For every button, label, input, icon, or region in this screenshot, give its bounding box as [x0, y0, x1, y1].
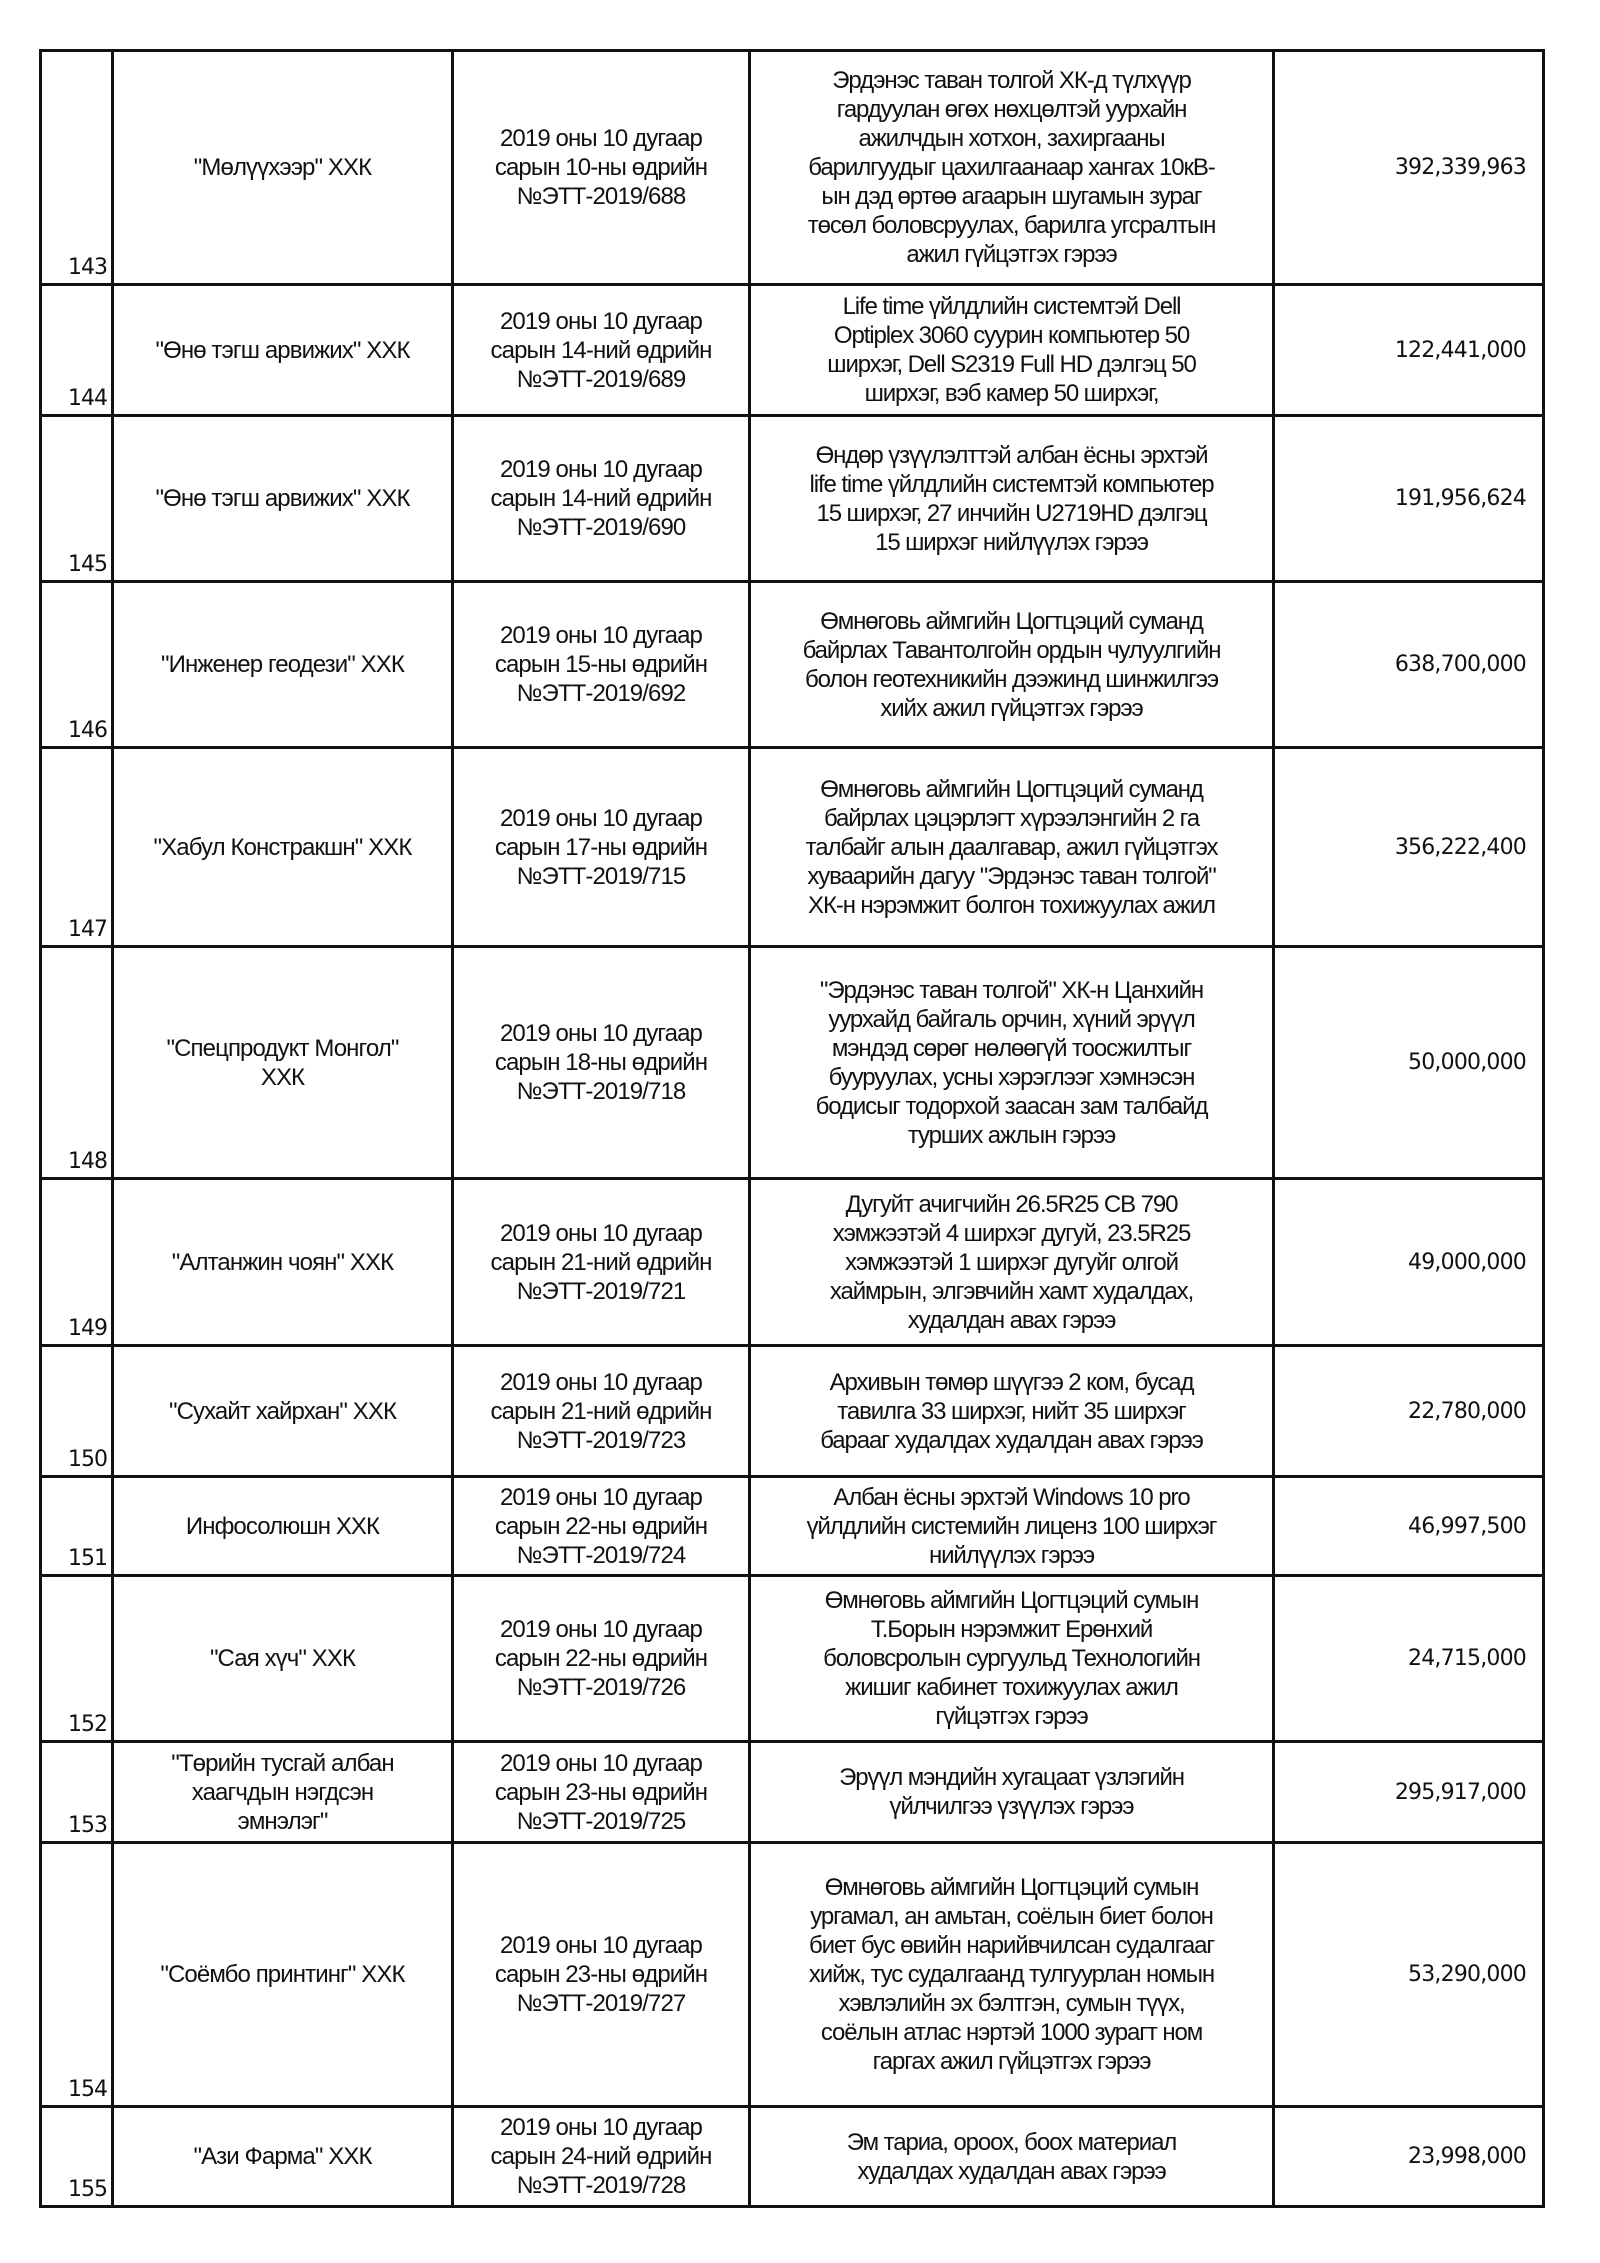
contract-date-cell [453, 51, 750, 285]
description-line: талбайг алын даалгавар, ажил гүйцэтгэх [805, 833, 1218, 861]
contract-date-line: 2019 оны 10 дугаар [499, 2114, 702, 2141]
amount-cell [1274, 1843, 1544, 2107]
description-line: хуваарийн дагуу "Эрдэнэс таван толгой" [807, 862, 1216, 890]
description-line: төсөл боловсруулах, барилга угсралтын [807, 212, 1216, 239]
table-row [41, 285, 1544, 416]
row-number: 149 [68, 1316, 107, 1341]
company-name-line: "Сая хүч" ХХК [209, 1645, 356, 1672]
contract-date-cell [453, 2107, 750, 2207]
contract-date-line: №ЭТТ-2019/689 [516, 365, 686, 393]
contract-date-cell [453, 748, 750, 947]
contract-date-line: сарын 23-ны өдрийн [494, 1778, 708, 1806]
table-row [41, 1477, 1544, 1576]
contract-date-cell [453, 582, 750, 748]
row-number: 146 [68, 718, 107, 743]
description-line: Өндөр үзүүлэлттэй албан ёсны эрхтэй [815, 441, 1208, 469]
row-number-cell [41, 1576, 113, 1742]
contract-date-line: №ЭТТ-2019/727 [516, 1990, 686, 2017]
company-name-line: "Ази Фарма" ХХК [193, 2143, 372, 2170]
contract-amount: 53,290,000 [1408, 1962, 1526, 1987]
contract-date-line: 2019 оны 10 дугаар [499, 804, 702, 832]
contract-date-line: сарын 22-ны өдрийн [494, 1645, 708, 1672]
row-number-cell [41, 51, 113, 285]
row-number: 153 [68, 1813, 107, 1838]
contract-date-cell [453, 1477, 750, 1576]
company-cell [113, 1179, 453, 1346]
description-line: 15 ширхэг, 27 инчийн U2719HD дэлгэц [816, 499, 1207, 527]
company-cell [113, 1477, 453, 1576]
contract-amount: 24,715,000 [1408, 1646, 1526, 1671]
description-cell [750, 1576, 1274, 1742]
contract-date-line: сарын 21-ний өдрийн [490, 1397, 712, 1425]
contract-date-line: 2019 оны 10 дугаар [499, 1020, 702, 1047]
contract-amount: 23,998,000 [1408, 2144, 1526, 2169]
company-name-line: "Соёмбо принтинг" ХХК [160, 1961, 405, 1988]
company-name-line: "Сухайт хайрхан" ХХК [168, 1397, 397, 1425]
contract-amount: 638,700,000 [1394, 652, 1526, 677]
description-line: Архивын төмөр шүүгээ 2 ком, бусад [829, 1368, 1194, 1396]
description-line: ажилчдын хотхон, захиргааны [858, 125, 1165, 152]
row-number-cell [41, 1742, 113, 1843]
row-number: 145 [68, 552, 107, 577]
description-line: Өмнөговь аймгийн Цогтцэций суманд [820, 775, 1203, 803]
table-row [41, 947, 1544, 1179]
company-name-line: эмнэлэг" [237, 1807, 328, 1835]
contract-date-line: №ЭТТ-2019/715 [516, 862, 686, 890]
contract-date-cell [453, 285, 750, 416]
description-line: Т.Борын нэрэмжит Ерөнхий [870, 1616, 1153, 1643]
table-row [41, 1179, 1544, 1346]
description-line: тавилга 33 ширхэг, нийт 35 ширхэг [837, 1397, 1186, 1425]
amount-cell [1274, 1346, 1544, 1477]
row-number: 154 [68, 2077, 107, 2102]
description-cell [750, 51, 1274, 285]
contract-date-line: 2019 оны 10 дугаар [499, 1368, 702, 1396]
description-line: бодисыг тодорхой заасан зам талбайд [815, 1092, 1208, 1120]
contract-date-line: №ЭТТ-2019/725 [516, 1807, 686, 1835]
contract-date-cell [453, 1742, 750, 1843]
table-row [41, 748, 1544, 947]
description-cell [750, 416, 1274, 582]
row-number: 150 [68, 1447, 107, 1472]
company-cell [113, 582, 453, 748]
company-cell [113, 1843, 453, 2107]
contract-amount: 122,441,000 [1394, 337, 1526, 363]
amount-cell [1274, 748, 1544, 947]
row-number-cell [41, 582, 113, 748]
amount-cell [1274, 1477, 1544, 1576]
amount-cell [1274, 1742, 1544, 1843]
description-line: Өмнөговь аймгийн Цогтцэций сумын [824, 1874, 1199, 1901]
company-cell [113, 748, 453, 947]
description-line: соёлын атлас нэртэй 1000 зурагт ном [820, 2019, 1203, 2046]
description-line: байрлах цэцэрлэгт хүрээлэнгийн 2 га [823, 804, 1200, 832]
row-number-cell [41, 1179, 113, 1346]
contract-date-line: №ЭТТ-2019/724 [516, 1541, 686, 1569]
description-cell [750, 748, 1274, 947]
row-number: 148 [68, 1149, 107, 1174]
contract-date-line: сарын 24-ний өдрийн [490, 2143, 712, 2170]
description-line: Өмнөговь аймгийн Цогтцэций сумын [824, 1587, 1199, 1614]
company-cell [113, 1742, 453, 1843]
description-line: ажил гүйцэтгэх гэрээ [906, 241, 1117, 268]
contract-date-line: сарын 23-ны өдрийн [494, 1961, 708, 1988]
description-cell [750, 2107, 1274, 2207]
description-line: хэмжээтэй 1 ширхэг дугуйг олгой [845, 1248, 1178, 1276]
description-cell [750, 582, 1274, 748]
description-cell [750, 1179, 1274, 1346]
contract-date-line: сарын 15-ны өдрийн [494, 651, 708, 678]
description-line: Албан ёсны эрхтэй Windows 10 pro [833, 1483, 1190, 1511]
contract-date-line: сарын 14-ний өдрийн [490, 485, 712, 512]
description-line: нийлүүлэх гэрээ [928, 1541, 1095, 1569]
amount-cell [1274, 1179, 1544, 1346]
description-line: хаймрын, элгэвчийн хамт худалдах, [829, 1277, 1194, 1305]
company-name-line: хаагчдын нэгдсэн [191, 1778, 374, 1806]
contracts-table [39, 49, 1545, 2208]
description-line: биет бус өвийн нарийвчилсан судалгааг [809, 1932, 1214, 1959]
table-row [41, 51, 1544, 285]
row-number: 151 [68, 1546, 107, 1571]
description-line: үйлчилгээ үзүүлэх гэрээ [889, 1793, 1134, 1820]
description-cell [750, 1742, 1274, 1843]
description-line: ХК-н нэрэмжит болгон тохижуулах ажил [808, 891, 1215, 919]
row-number-cell [41, 2107, 113, 2207]
table-row [41, 1742, 1544, 1843]
contract-date-cell [453, 1576, 750, 1742]
contract-date-line: №ЭТТ-2019/718 [516, 1078, 686, 1105]
company-name-line: "Алтанжин чоян" ХХК [171, 1248, 394, 1276]
contract-date-line: №ЭТТ-2019/721 [516, 1277, 686, 1305]
contract-date-line: 2019 оны 10 дугаар [499, 1483, 702, 1511]
company-cell [113, 2107, 453, 2207]
contract-date-cell [453, 1346, 750, 1477]
description-line: гаргах ажил гүйцэтгэх гэрээ [872, 2048, 1151, 2075]
row-number-cell [41, 285, 113, 416]
contract-amount: 46,997,500 [1408, 1513, 1526, 1539]
description-line: ын дэд өртөө агаарын шугамын зураг [821, 183, 1202, 210]
description-line: барилгуудыг цахилгаанаар хангах 10кВ- [808, 154, 1215, 181]
amount-cell [1274, 285, 1544, 416]
description-line: Эм тариа, ороох, боох материал [846, 2128, 1177, 2156]
company-cell [113, 947, 453, 1179]
contract-date-line: 2019 оны 10 дугаар [499, 622, 702, 649]
contract-date-line: №ЭТТ-2019/688 [516, 183, 686, 210]
company-name-line: "Спецпродукт Монгол" [166, 1034, 399, 1062]
contract-amount: 392,339,963 [1394, 155, 1526, 180]
company-cell [113, 51, 453, 285]
table-row [41, 2107, 1544, 2207]
description-line: 15 ширхэг нийлүүлэх гэрээ [875, 528, 1148, 556]
company-cell [113, 285, 453, 416]
description-line: хэмжээтэй 4 ширхэг дугуй, 23.5R25 [832, 1219, 1191, 1247]
description-cell [750, 947, 1274, 1179]
description-line: худалдах худалдан авах гэрээ [857, 2157, 1166, 2185]
description-line: "Эрдэнэс таван толгой" ХК-н Цанхийн [819, 976, 1204, 1004]
contract-date-line: №ЭТТ-2019/692 [516, 680, 686, 707]
contract-date-line: сарын 21-ний өдрийн [490, 1248, 712, 1276]
contract-date-cell [453, 416, 750, 582]
description-line: Optiplex 3060 суурин компьютер 50 [833, 322, 1190, 349]
description-line: Эрүүл мэндийн хугацаат үзлэгийн [839, 1764, 1184, 1791]
company-name-line: "Төрийн тусгай албан [171, 1749, 394, 1777]
contracts-table-body [41, 51, 1544, 2207]
contract-date-line: сарын 10-ны өдрийн [494, 154, 708, 181]
contract-date-line: сарын 17-ны өдрийн [494, 833, 708, 861]
amount-cell [1274, 416, 1544, 582]
description-line: хийх ажил гүйцэтгэх гэрээ [880, 694, 1143, 722]
row-number: 144 [68, 386, 107, 411]
row-number-cell [41, 748, 113, 947]
description-line: мэндэд сөрөг нөлөөгүй тоосжилтыг [831, 1034, 1192, 1062]
contract-date-line: сарын 18-ны өдрийн [494, 1049, 708, 1076]
contract-amount: 50,000,000 [1408, 1050, 1526, 1075]
contract-date-line: 2019 оны 10 дугаар [499, 125, 702, 152]
contract-amount: 356,222,400 [1394, 834, 1526, 860]
company-name-line: "Мөлүүхээр" ХХК [193, 154, 372, 181]
table-row [41, 1843, 1544, 2107]
contract-date-cell [453, 1843, 750, 2107]
description-line: үйлдлийн системийн лиценз 100 ширхэг [806, 1512, 1217, 1540]
company-name-line: "Өнө тэгш арвижих" ХХК [155, 336, 410, 364]
description-line: худалдан авах гэрээ [907, 1306, 1116, 1334]
table-row [41, 1346, 1544, 1477]
amount-cell [1274, 1576, 1544, 1742]
row-number-cell [41, 947, 113, 1179]
row-number: 143 [68, 255, 107, 280]
description-line: ширхэг, Dell S2319 Full HD дэлгэц 50 [827, 351, 1196, 378]
amount-cell [1274, 51, 1544, 285]
contract-date-line: 2019 оны 10 дугаар [499, 307, 702, 335]
description-line: гардуулан өгөх нөхцөлтэй уурхайн [836, 96, 1187, 123]
contract-date-line: №ЭТТ-2019/690 [516, 514, 686, 541]
contract-amount: 22,780,000 [1408, 1398, 1526, 1424]
description-line: байрлах Тавантолгойн ордын чулуулгийн [802, 636, 1221, 664]
description-line: Эрдэнэс таван толгой ХК-д түлхүүр [832, 67, 1191, 94]
table-row [41, 582, 1544, 748]
contract-date-line: 2019 оны 10 дугаар [499, 1932, 702, 1959]
company-name-line: ХХК [260, 1063, 305, 1091]
contract-date-line: сарын 14-ний өдрийн [490, 336, 712, 364]
description-line: боловсролын сургуульд Технологийн [823, 1645, 1200, 1672]
description-line: ширхэг, вэб камер 50 ширхэг, [864, 380, 1159, 407]
company-name-line: "Инженер геодези" ХХК [161, 651, 404, 678]
company-name-line: "Хабул Констракшн" ХХК [153, 833, 412, 861]
row-number-cell [41, 1346, 113, 1477]
contract-date-line: сарын 22-ны өдрийн [494, 1512, 708, 1540]
contract-amount: 49,000,000 [1408, 1249, 1526, 1275]
contract-date-line: 2019 оны 10 дугаар [499, 1219, 702, 1247]
row-number: 155 [68, 2177, 107, 2202]
company-cell [113, 1346, 453, 1477]
table-row [41, 416, 1544, 582]
amount-cell [1274, 2107, 1544, 2207]
contract-date-line: 2019 оны 10 дугаар [499, 1749, 702, 1777]
company-cell [113, 1576, 453, 1742]
row-number-cell [41, 1477, 113, 1576]
description-line: хийж, тус судалгаанд тулгуурлан номын [808, 1961, 1215, 1988]
contract-date-line: 2019 оны 10 дугаар [499, 456, 702, 483]
description-line: бууруулах, усны хэрэглээг хэмнэсэн [828, 1063, 1195, 1091]
description-line: турших ажлын гэрээ [907, 1121, 1116, 1149]
description-cell [750, 1843, 1274, 2107]
contract-amount: 295,917,000 [1394, 1779, 1526, 1805]
description-cell [750, 1346, 1274, 1477]
description-line: барааг худалдах худалдан авах гэрээ [820, 1426, 1203, 1454]
description-line: Life time үйлдлийн системтэй Dell [842, 293, 1181, 320]
description-line: ургамал, ан амьтан, соёлын биет болон [810, 1903, 1213, 1930]
description-line: life time үйлдлийн системтэй компьютер [809, 470, 1214, 498]
contract-date-line: №ЭТТ-2019/726 [516, 1674, 686, 1701]
contract-amount: 191,956,624 [1394, 486, 1526, 511]
row-number: 147 [68, 917, 107, 942]
contract-date-cell [453, 947, 750, 1179]
description-line: жишиг кабинет тохижуулах ажил [845, 1674, 1178, 1701]
row-number-cell [41, 416, 113, 582]
amount-cell [1274, 582, 1544, 748]
description-line: Дугуйт ачигчийн 26.5R25 CB 790 [845, 1190, 1178, 1218]
company-name-line: Инфосолюшн ХХК [185, 1512, 380, 1540]
row-number-cell [41, 1843, 113, 2107]
description-line: хэвлэлийн эх бэлтгэн, сумын түүх, [838, 1990, 1185, 2017]
description-line: Өмнөговь аймгийн Цогтцэций суманд [820, 607, 1203, 635]
table-row [41, 1576, 1544, 1742]
contract-date-line: №ЭТТ-2019/728 [516, 2172, 686, 2199]
contract-date-cell [453, 1179, 750, 1346]
description-line: болон геотехникийн дээжинд шинжилгээ [804, 665, 1219, 693]
contract-date-line: 2019 оны 10 дугаар [499, 1616, 702, 1643]
company-cell [113, 416, 453, 582]
contract-date-line: №ЭТТ-2019/723 [516, 1426, 686, 1454]
description-line: гүйцэтгэх гэрээ [935, 1703, 1088, 1730]
description-cell [750, 1477, 1274, 1576]
description-cell [750, 285, 1274, 416]
company-name-line: "Өнө тэгш арвижих" ХХК [155, 485, 410, 512]
row-number: 152 [68, 1712, 107, 1737]
description-line: уурхайд байгаль орчин, хүний эрүүл [828, 1005, 1195, 1033]
amount-cell [1274, 947, 1544, 1179]
